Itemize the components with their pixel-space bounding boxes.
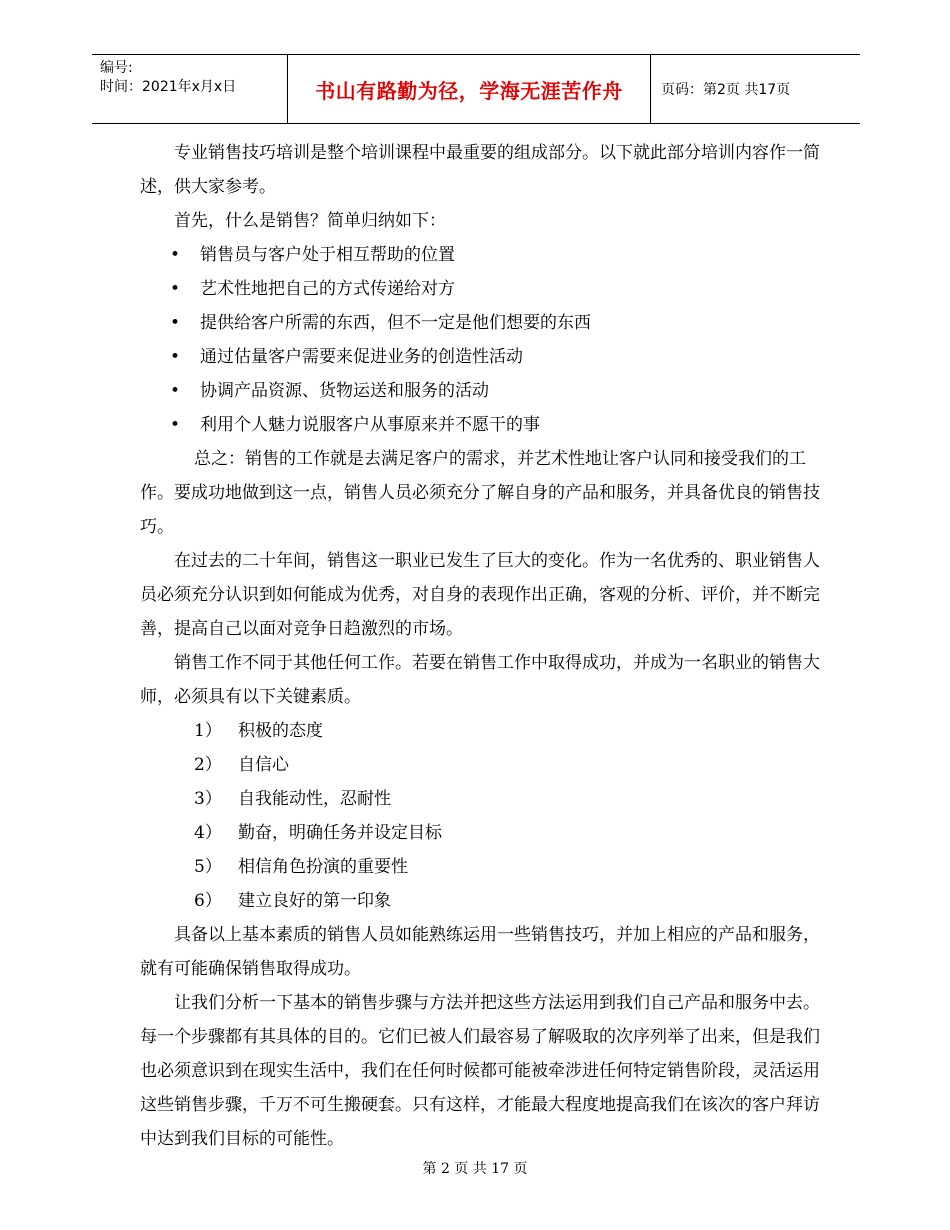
qualities-list (140, 714, 830, 918)
list-item (194, 816, 830, 850)
list-number: 4） (194, 823, 222, 843)
page-header (92, 54, 860, 124)
list-item-text: 建立良好的第一印象 (238, 891, 391, 911)
list-item-text: 通过估量客户需要来促进业务的创造性活动 (200, 347, 523, 367)
bullet-icon: • (170, 381, 181, 401)
list-number: 3） (194, 789, 222, 809)
list-item (170, 374, 830, 408)
skills-paragraph: 具备以上基本素质的销售人员如能熟练运用一些销售技巧，并加上相应的产品和服务，就有可能确保销售取得成功。 (140, 925, 820, 979)
header-meta (92, 55, 287, 123)
document-body (140, 136, 830, 1156)
bullet-icon: • (170, 279, 181, 299)
bullet-icon: • (170, 415, 181, 435)
list-item-text: 勤奋，明确任务并设定目标 (238, 823, 442, 843)
bullet-icon: • (170, 313, 181, 333)
bullet-icon: • (170, 347, 181, 367)
bullet-list (140, 238, 830, 442)
header-page-info: 页码：第2页 共17页 (661, 82, 791, 98)
list-number: 2） (194, 755, 222, 775)
list-item-text: 艺术性地把自己的方式传递给对方 (200, 279, 455, 299)
list-item (194, 884, 830, 918)
list-item (194, 714, 830, 748)
motto: 书山有路勤为径，学海无涯苦作舟 (315, 78, 623, 103)
header-motto-cell (287, 55, 651, 123)
list-item (170, 340, 830, 374)
list-item-text: 相信角色扮演的重要性 (238, 857, 408, 877)
list-item-text: 利用个人魅力说服客户从事原来并不愿干的事 (200, 415, 540, 435)
list-item (194, 850, 830, 884)
list-number: 6） (194, 891, 222, 911)
list-item-text: 自信心 (238, 755, 289, 775)
qualities-paragraph: 销售工作不同于其他任何工作。若要在销售工作中取得成功，并成为一名职业的销售大师，必须具有以下关键素质。 (140, 653, 820, 707)
list-item-text: 积极的态度 (238, 721, 323, 741)
list-item (170, 408, 830, 442)
bullet-icon: • (170, 245, 181, 265)
list-item-text: 销售员与客户处于相互帮助的位置 (200, 245, 455, 265)
code-label: 编号: (100, 60, 133, 76)
list-item (170, 272, 830, 306)
change-paragraph: 在过去的二十年间，销售这一职业已发生了巨大的变化。作为一名优秀的、职业销售人员必须充分认识到如何能成为优秀，对自身的表现作出正确，客观的分析、评价，并不断完善，提高自己以面对竞争日趋激烈的市场。 (140, 551, 820, 639)
list-item (194, 748, 830, 782)
list-item (194, 782, 830, 816)
question-paragraph: 首先，什么是销售？简单归纳如下： (174, 211, 446, 231)
time-label: 时间：2021年x月x日 (100, 79, 237, 95)
list-item (170, 306, 830, 340)
list-item-text: 自我能动性，忍耐性 (238, 789, 391, 809)
steps-paragraph: 让我们分析一下基本的销售步骤与方法并把这些方法运用到我们自己产品和服务中去。每一个步骤都有其具体的目的。它们已被人们最容易了解吸取的次序列举了出来，但是我们也必须意识到在现实生活中，我们在任何时候都可能被牵涉进任何特定销售阶段，灵活运用这些销售步骤，千万不可生搬硬套。只有这样，才能最大程度地提高我们在该次的客户拜访中达到我们目标的可能性。 (140, 993, 820, 1149)
list-item-text: 提供给客户所需的东西，但不一定是他们想要的东西 (200, 313, 591, 333)
list-item-text: 协调产品资源、货物运送和服务的活动 (200, 381, 489, 401)
page-footer: 第 2 页 共 17 页 (422, 1161, 528, 1177)
summary-paragraph: 总之：销售的工作就是去满足客户的需求，并艺术性地让客户认同和接受我们的工作。要成功地做到这一点，销售人员必须充分了解自身的产品和服务，并具备优良的销售技巧。 (140, 449, 820, 537)
list-number: 5） (194, 857, 222, 877)
list-number: 1） (194, 721, 222, 741)
list-item (170, 238, 830, 272)
intro-paragraph: 专业销售技巧培训是整个培训课程中最重要的组成部分。以下就此部分培训内容作一简述，供大家参考。 (140, 143, 820, 197)
